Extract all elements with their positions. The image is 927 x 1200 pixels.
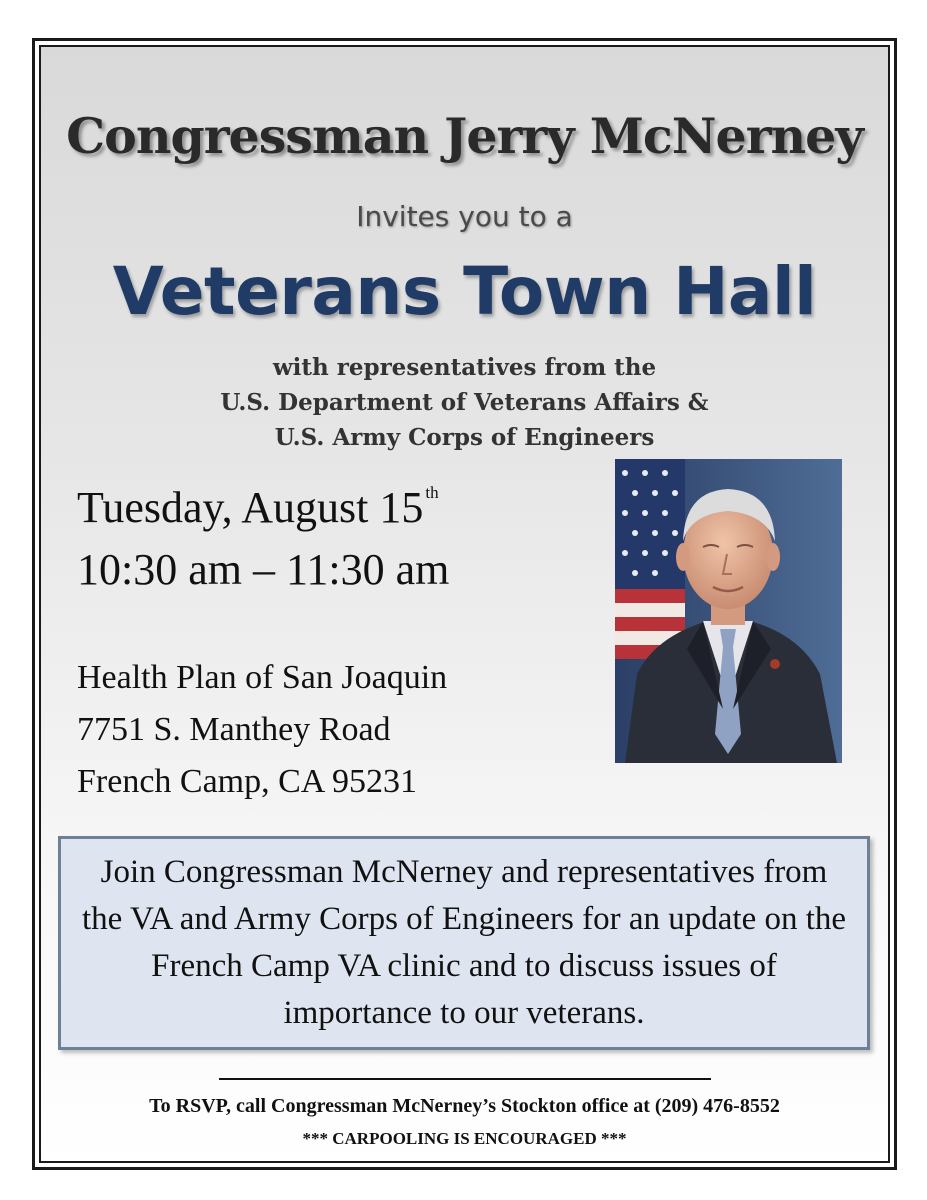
- carpool-note: *** CARPOOLING IS ENCOURAGED ***: [302, 1129, 627, 1148]
- location-street: 7751 S. Manthey Road: [77, 711, 391, 748]
- event-time: 10:30 am – 11:30 am: [77, 545, 450, 594]
- representatives-block: [41, 350, 888, 455]
- flyer-content: [41, 47, 888, 1161]
- event-location: [77, 652, 447, 808]
- event-date-text: Tuesday, August 15: [77, 483, 424, 532]
- description-box: [58, 836, 870, 1050]
- reps-line-2: U.S. Department of Veterans Affairs &: [220, 389, 709, 416]
- portrait-photo-icon: [615, 459, 842, 763]
- event-date: [77, 482, 439, 533]
- location-name: Health Plan of San Joaquin: [77, 659, 448, 696]
- reps-line-3: U.S. Army Corps of Engineers: [274, 424, 655, 451]
- event-title: Veterans Town Hall: [112, 253, 817, 330]
- host-name: Congressman Jerry McNerney: [66, 107, 863, 165]
- rsvp-line: To RSVP, call Congressman McNerney’s Stockton office at (209) 476-8552: [149, 1095, 780, 1117]
- description-text: Join Congressman McNerney and representatives from the VA and Army Corps of Engineers for an update on the French Camp VA clinic and to discuss issues of importance to our veterans.: [81, 854, 847, 1031]
- reps-line-1: with representatives from the: [272, 354, 657, 381]
- congressman-portrait: [615, 459, 842, 763]
- date-suffix: th: [425, 483, 439, 502]
- location-city: French Camp, CA 95231: [77, 763, 417, 800]
- divider-line: [219, 1078, 711, 1080]
- invite-line: Invites you to a: [356, 200, 573, 233]
- flyer-frame: [39, 45, 890, 1163]
